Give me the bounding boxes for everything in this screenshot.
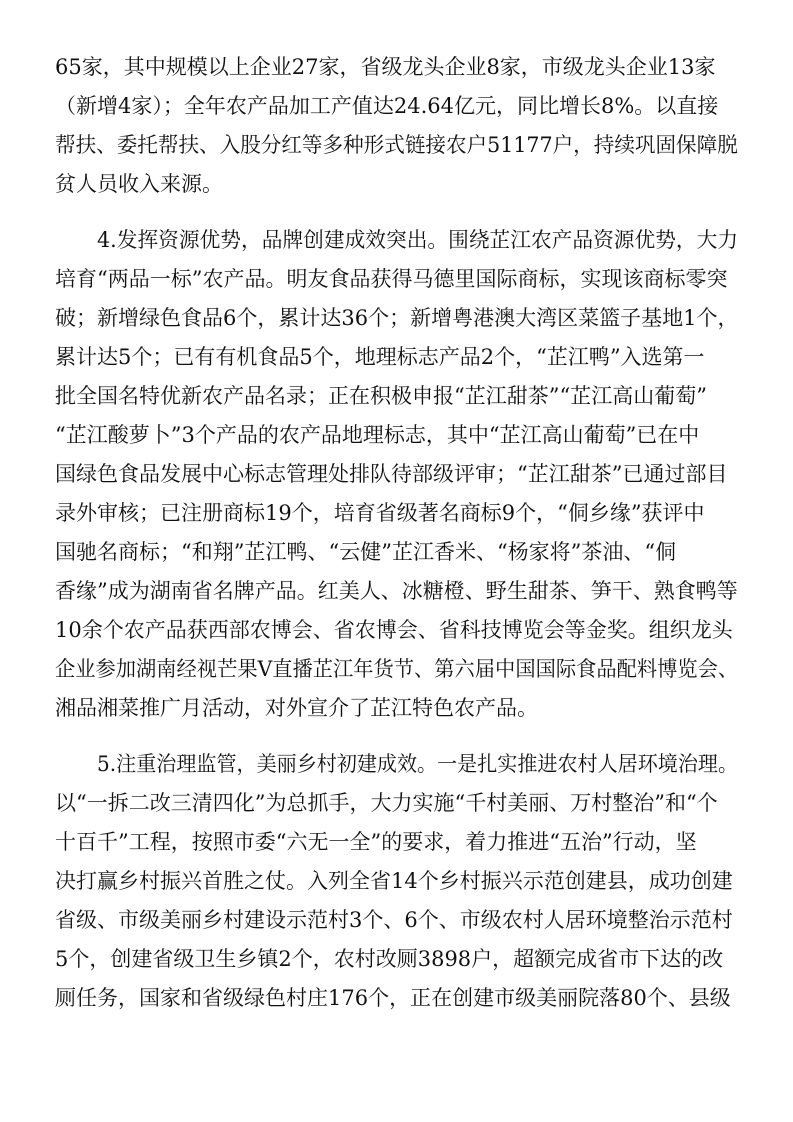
text-line: 破；新增绿色食品6个，累计达36个；新增粤港澳大湾区菜篮子基地1个，: [55, 306, 739, 330]
text-line: 国驰名商标；“和翔”芷江鸭、“云健”芷江香米、“杨家将”茶油、“侗: [55, 540, 677, 564]
text-line: 批全国名特优新农产品名录；正在积极申报“芷江甜茶”“芷江高山葡萄”: [55, 384, 707, 408]
text-line: 以“一拆二改三清四化”为总抓手，大力实施“千村美丽、万村整治”和“个: [55, 791, 718, 815]
text-line: 决打赢乡村振兴首胜之仗。入列全省14个乡村振兴示范创建县，成功创建: [55, 869, 733, 893]
text-line: 国绿色食品发展中心标志管理处排队待部级评审；“芷江甜茶”已通过部目: [55, 462, 728, 486]
text-line: 香缘”成为湖南省名牌产品。红美人、冰糖橙、野生甜茶、笋干、熟食鸭等: [55, 579, 738, 603]
text-line: 65家，其中规模以上企业27家，省级龙头企业8家，市级龙头企业13家: [55, 55, 716, 79]
text-line: 帮扶、委托帮扶、入股分红等多种形式链接农户51177户，持续巩固保障脱: [55, 133, 738, 157]
text-line: 培育“两品一标”农产品。明友食品获得马德里国际商标，实现该商标零突: [55, 267, 728, 291]
text-line: 贫人员收入来源。: [55, 172, 223, 196]
text-line: 企业参加湖南经视芒果V直播芷江年货节、第六届中国国际食品配料博览会、: [55, 657, 739, 681]
text-line: 省级、市级美丽乡村建设示范村3个、6个、市级农村人居环境整治示范村: [55, 908, 733, 932]
paragraph-4-first-line: 4.发挥资源优势，品牌创建成效突出。围绕芷江农产品资源优势，大力: [97, 228, 739, 252]
text-line: 录外审核；已注册商标19个，培育省级著名商标9个，“侗乡缘”获评中: [55, 501, 705, 525]
text-line: 累计达5个；已有有机食品5个，地理标志产品2个，“芷江鸭”入选第一: [55, 345, 705, 369]
paragraph-5-first-line: 5.注重治理监管，美丽乡村初建成效。一是扎实推进农村人居环境治理。: [97, 752, 739, 776]
text-line: 十百千”工程，按照市委“六无一全”的要求，着力推进“五治”行动，坚: [55, 830, 697, 854]
text-line: “芷江酸萝卜”3个产品的农产品地理标志，其中“芷江高山葡萄”已在中: [55, 423, 700, 447]
text-line: （新增4家）；全年农产品加工产值达24.64亿元，同比增长8%。以直接: [55, 94, 719, 118]
text-line: 湘品湘菜推广月活动，对外宣介了芷江特色农产品。: [55, 696, 538, 720]
text-line: 10余个农产品获西部农博会、省农博会、省科技博览会等金奖。组织龙头: [55, 618, 733, 642]
text-line: 5个，创建省级卫生乡镇2个，农村改厕3898户，超额完成省市下达的改: [55, 947, 724, 971]
text-line: 厕任务，国家和省级绿色村庄176个，正在创建市级美丽院落80个、县级: [55, 986, 731, 1010]
